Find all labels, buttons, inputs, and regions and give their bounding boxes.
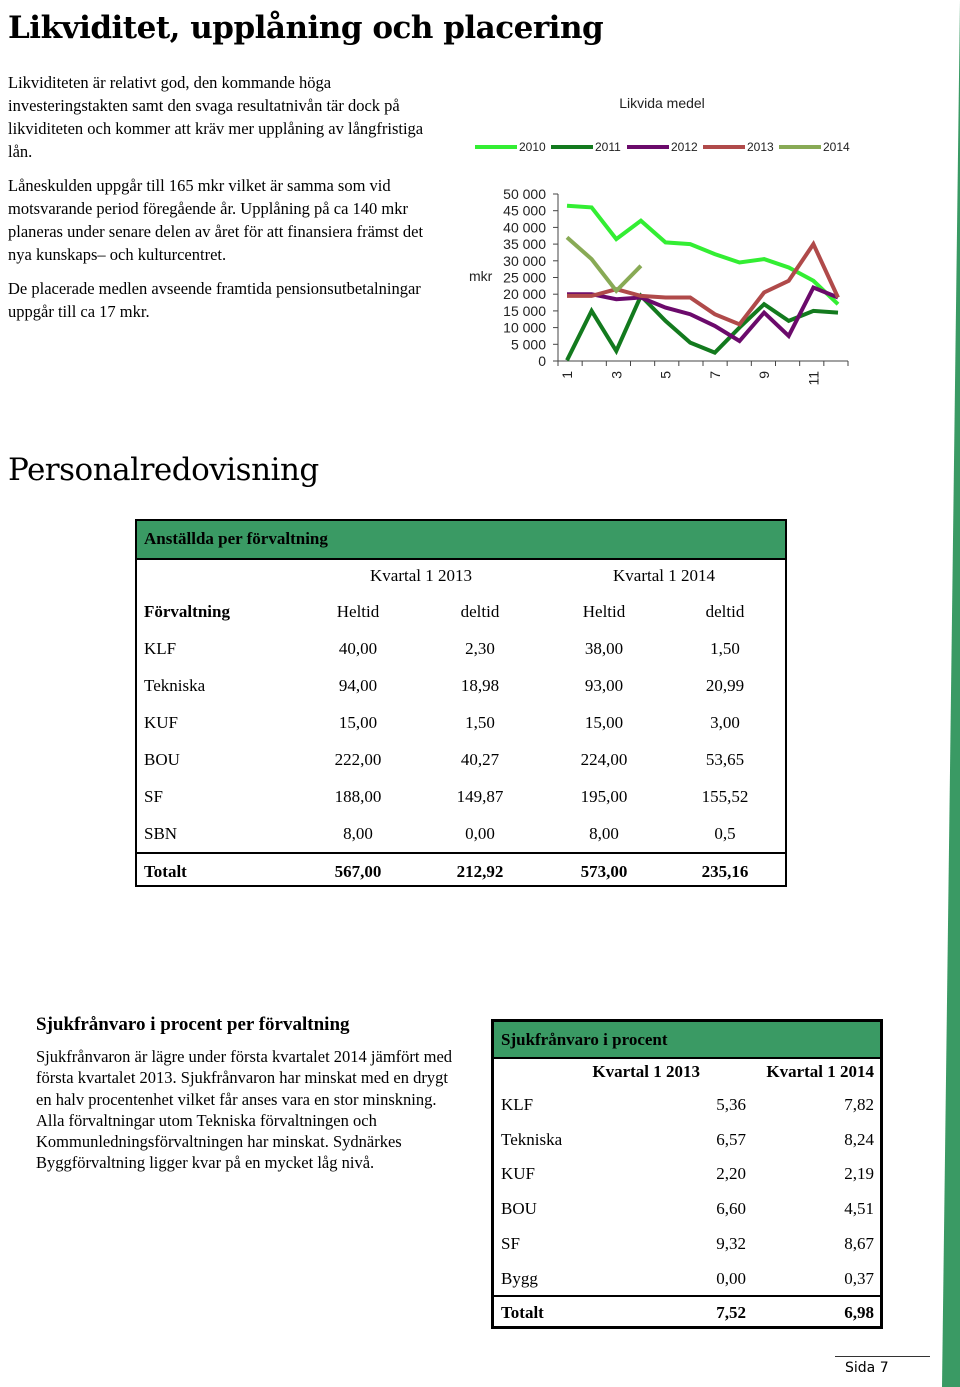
sick-row-value: 0,00 [716,1268,746,1288]
staff-row-value: 15,00 [584,713,624,732]
series-line-2010 [567,206,838,305]
y-tick-label: 30 000 [503,252,546,269]
staff-section-title: Personalredovisning [8,452,319,488]
page-title: Likviditet, upplåning och placering [8,10,604,46]
staff-row-value: 222,00 [334,750,382,769]
staff-row-value: 1,50 [465,713,495,732]
sick-leave-title: Sjukfrånvaro i procent per förvaltning [36,1014,350,1035]
staff-row-label: Tekniska [144,676,206,695]
sick-row-label: SF [501,1233,520,1253]
staff-total-divider [137,852,785,854]
staff-total-deltid-2014: 235,16 [701,862,749,881]
staff-row-label: KUF [144,713,179,732]
x-tick-label: 11 [805,371,822,386]
chart-y-axis [503,186,558,369]
x-tick-label: 3 [608,371,625,379]
sick-row-label: Tekniska [501,1129,563,1149]
sick-period-2014: Kvartal 1 2014 [766,1062,874,1081]
x-tick-label: 9 [756,371,773,379]
staff-col-heltid-2014: Heltid [582,602,626,621]
liquidity-paragraph-3: De placerade medlen avseende framtida pensionsutbetalningar uppgår till ca 17 mkr. [8,279,421,321]
staff-row-value: 2,30 [465,639,495,658]
sick-row-label: KUF [501,1164,536,1184]
sick-row-value: 8,24 [844,1129,874,1149]
sick-row-value: 5,36 [716,1095,746,1114]
y-tick-label: 45 000 [503,202,546,219]
staff-col-deltid-2013: deltid [460,602,500,621]
sick-row-label: Bygg [501,1268,538,1288]
sick-leave-table [491,1019,883,1329]
staff-row-value: 8,00 [343,824,373,843]
series-line-2013 [567,244,838,324]
staff-row-value: 195,00 [580,787,628,806]
legend-label: 2014 [823,140,850,154]
sick-table-header [494,1022,880,1059]
sick-row-value: 2,20 [716,1164,746,1184]
x-tick-label: 1 [559,371,575,379]
staff-table-header [137,521,785,560]
staff-row-value: 53,65 [705,750,745,769]
legend-label: 2011 [595,140,621,154]
staff-total-label: Totalt [144,862,187,881]
staff-row-value: 15,00 [338,713,378,732]
staff-row-value: 0,00 [465,824,495,843]
liquidity-paragraph-2: Låneskulden uppgår till 165 mkr vilket är samma som vid motsvarande period föregående år. Upplåning på ca 140 mkr planeras under senare delen av året för att finansiera främst det nya kunskaps– och kulturcentret. [8,176,424,264]
legend-label: 2010 [519,140,546,154]
staff-total-deltid-2013: 212,92 [456,862,504,881]
staff-col-deltid-2014: deltid [705,602,745,621]
staff-row-value: 94,00 [338,676,378,695]
chart-title: Likvida medel [619,95,705,111]
staff-row-value: 93,00 [584,676,624,695]
liquidity-paragraph-1: Likviditeten är relativt god, den kommande höga investeringstakten samt den svaga resultatnivån tär dock på likviditeten och kommer att kräv mer upplåning av långfristiga lån. [8,73,424,161]
sick-total-2014: 6,98 [844,1303,874,1322]
y-tick-label: 35 000 [503,236,546,253]
sick-row-value: 4,51 [844,1199,874,1219]
sick-total-label: Totalt [501,1303,544,1322]
staff-row-value: 40,00 [338,639,378,658]
staff-row-value: 0,5 [714,824,736,843]
decorative-green-strip [930,0,960,1387]
x-tick-label: 5 [657,371,674,379]
staff-row-value: 1,50 [710,639,740,658]
sick-row-label: KLF [501,1095,534,1114]
staff-col-forvaltning: Förvaltning [144,602,230,621]
staff-row-label: SBN [144,824,178,843]
sick-table-title: Sjukfrånvaro i procent [501,1030,668,1049]
staff-total-heltid-2014: 573,00 [580,862,628,881]
staff-row-value: 188,00 [334,787,382,806]
sick-row-value: 6,57 [716,1129,746,1149]
staff-row-label: SF [144,787,163,806]
sick-total-divider [494,1295,880,1297]
y-tick-label: 50 000 [503,186,546,202]
chart-y-axis-label: mkr [469,268,493,284]
chart-series [567,206,838,361]
staff-table [135,519,787,887]
sick-row-value: 0,37 [844,1268,874,1288]
staff-col-heltid-2013: Heltid [336,602,380,621]
y-tick-label: 10 000 [503,319,546,336]
x-tick-label: 7 [706,371,723,379]
y-tick-label: 20 000 [503,286,546,303]
staff-period-2014: Kvartal 1 2014 [613,566,715,585]
page-number: Sida 7 [845,1360,889,1376]
y-tick-label: 5 000 [510,336,546,353]
sick-row-value: 7,82 [844,1095,874,1114]
series-line-2014 [567,237,641,291]
staff-period-2013: Kvartal 1 2013 [370,566,472,585]
y-tick-label: 25 000 [503,269,546,286]
sick-row-value: 9,32 [716,1233,746,1253]
staff-row-value: 18,98 [460,676,500,695]
sick-row-value: 2,19 [844,1164,874,1184]
y-tick-label: 15 000 [503,302,546,319]
staff-row-value: 38,00 [584,639,624,658]
liquidity-line-chart [455,85,915,405]
sick-period-2013: Kvartal 1 2013 [592,1062,700,1081]
series-line-2012 [567,288,838,342]
legend-label: 2012 [671,140,698,154]
sick-row-label: BOU [501,1199,537,1219]
footer-divider [835,1356,930,1357]
sick-total-2013: 7,52 [716,1303,746,1322]
sick-row-value: 6,60 [716,1199,746,1219]
staff-total-heltid-2013: 567,00 [334,862,382,881]
staff-row-label: BOU [144,750,180,769]
staff-row-value: 155,52 [701,787,749,806]
chart-x-axis [559,371,821,386]
staff-row-value: 3,00 [710,713,740,732]
staff-row-value: 149,87 [456,787,504,806]
staff-row-value: 8,00 [589,824,619,843]
staff-row-value: 20,99 [705,676,745,695]
staff-row-value: 224,00 [580,750,628,769]
chart-legend [475,140,850,154]
sick-leave-text: Sjukfrånvaron är lägre under första kvartalet 2014 jämfört med första kvartalet 2013. Sjukfrånvaron har minskat med en drygt en halv procentenhet vilket får anses vara en stor minskning. Alla förvaltningar utom Tekniska förvaltningen och Kommunledningsförvaltningen har minskat. Sydnärkes Byggförvaltning ligger kvar på en mycket låg nivå. [36,1047,453,1173]
legend-label: 2013 [747,140,774,154]
sick-row-value: 8,67 [844,1233,874,1253]
y-tick-label: 0 [538,353,546,369]
staff-table-title: Anställda per förvaltning [144,529,328,548]
staff-row-label: KLF [144,639,177,658]
staff-row-value: 40,27 [460,750,500,769]
y-tick-label: 40 000 [503,219,546,236]
